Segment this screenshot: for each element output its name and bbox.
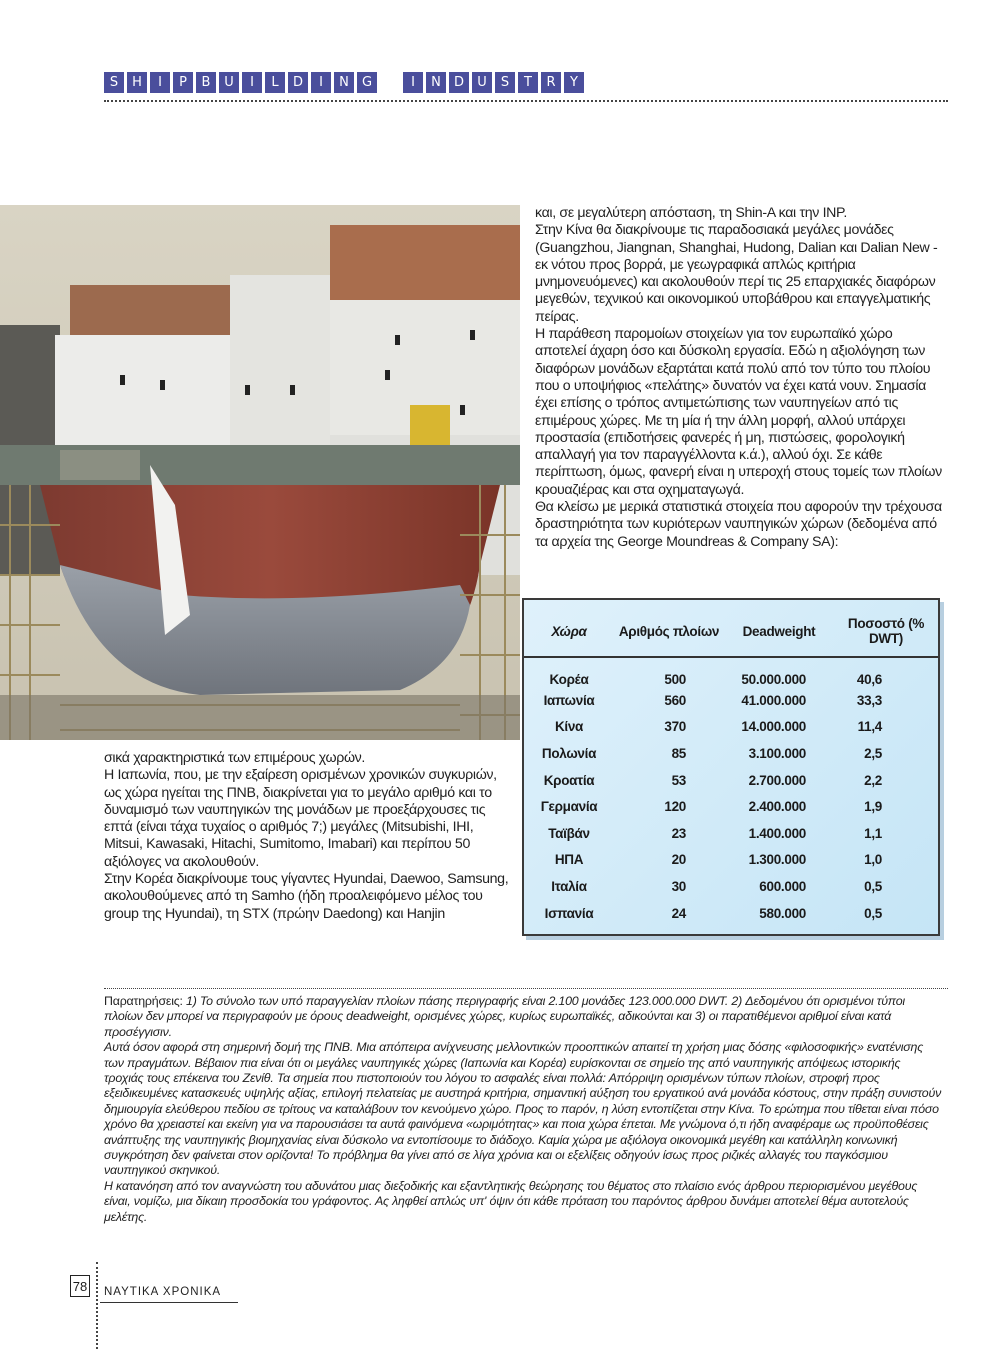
percentage-cell: 2,5 — [864, 745, 882, 761]
header-percentage: Ποσοστό (% DWT) — [834, 600, 938, 657]
banner-letter: U — [472, 72, 492, 93]
banner-letter: I — [150, 72, 170, 93]
paragraph: και, σε μεγαλύτερη απόσταση, τη Shin-A και την INP. — [535, 205, 847, 221]
deadweight-cell: 1.400.000 — [748, 825, 806, 841]
banner-letter: S — [104, 72, 124, 93]
article-column-right — [535, 205, 943, 551]
banner-letter: N — [426, 72, 446, 93]
banner-letter: U — [219, 72, 239, 93]
notes-paragraph: Η κατανόηση από τον αναγνώστη του αδυνάτου μιας διεξοδικής και εξαντλητικής θεώρησης του θέματος στο πλαίσιο ενός άρθρου περιορισμένου μεγέθους είναι, νομίζω, μια δίκαιη προσδοκία του γράφοντος. Ας ληφθεί απλώς υπ' όψιν ότι κάθε πρόταση του παρόντος άρθρου δυνάμει αποτελεί θέμα αυτοτελούς μελέτης. — [104, 1178, 918, 1224]
table-row — [524, 687, 938, 714]
paragraph: Θα κλείσω με μερικά στατιστικά στοιχεία που αφορούν την τρέχουσα δραστηριότητα των κυριότερων ναυπηγικών χώρων (δεδομένα από τα αρχεία της George Moundreas & Company SA): — [535, 499, 942, 550]
header-deadweight: Deadweight — [724, 600, 834, 657]
banner-letter: D — [288, 72, 308, 93]
percentage-cell: 11,4 — [857, 719, 882, 735]
table-row — [524, 714, 938, 741]
ship-count-cell: 30 — [671, 878, 686, 894]
country-cell: Πολωνία — [541, 745, 597, 761]
table-row — [524, 873, 938, 900]
banner-letter: S — [495, 72, 515, 93]
paragraph: Στην Κίνα θα διακρίνουμε τις παραδοσιακά μεγάλες μονάδες (Guangzhou, Jiangnan, Shanghai, Hudong, Dalian και Dalian New - εκ νότου προς βορρά, με γεωγραφικά απλώς κριτήρια μνημονευόμενες) και ακολουθούν περί τις 25 επαρχιακές διαφόρων μεγεθών, τεχνικού και οικονομικού υποβάθρου και επαγγελματικής πείρας. — [535, 222, 938, 325]
percentage-cell: 33,3 — [856, 692, 882, 708]
section-banner — [104, 72, 584, 93]
country-cell: Κορέα — [549, 672, 589, 687]
table-row — [524, 900, 938, 927]
notes-first-text: 1) Το σύνολο των υπό παραγγελίαν πλοίων πάσης περιγραφής είναι 2.100 μονάδες 123.000.000 DWT. 2) Δεδομένου ότι ορισμένοι τύποι πλοίων δεν μπορεί να περιγραφούν με όρους deadweight, ορισμένες χώρες, κυρίως ευρωπαϊκές, αδικούνται και 3) οι παρατιθέμενοι αριθμοί είναι κατά προσέγγισιν. — [104, 994, 905, 1039]
ship-count-cell: 20 — [671, 852, 686, 868]
header-ship-count: Αριθμός πλοίων — [614, 600, 724, 657]
header-country: Χώρα — [524, 600, 614, 657]
deadweight-cell: 14.000.000 — [741, 719, 806, 735]
country-cell: Ιταλία — [551, 878, 587, 894]
magazine-name: ΝΑΥΤΙΚΑ ΧΡΟΝΙΚΑ — [104, 1286, 222, 1298]
country-cell: Ιαπωνία — [543, 692, 595, 708]
ship-count-cell: 53 — [671, 772, 686, 788]
banner-letter: I — [242, 72, 262, 93]
deadweight-cell: 41.000.000 — [741, 692, 806, 708]
banner-letter: D — [449, 72, 469, 93]
percentage-cell: 40,6 — [856, 672, 882, 687]
percentage-cell: 0,5 — [864, 878, 882, 894]
notes-first-paragraph — [104, 994, 942, 1040]
header-divider — [104, 100, 948, 102]
banner-letter: Y — [564, 72, 584, 93]
notes-label: Παρατηρήσεις: — [104, 994, 183, 1008]
notes-divider — [104, 988, 948, 989]
notes-paragraph: Αυτά όσον αφορά στη σημερινή δομή της ΠΝΒ. Μια απόπειρα ανίχνευσης μελλοντικών προοπτικών απαιτεί τη χρήση μιας δόσης «φιλοσοφικής» ενατένισης των πραγμάτων. Βέβαιον πια είναι ότι οι μεγάλες ναυπηγικές χώρες (Ιαπωνία και Κορέα) ευρίσκονται σε σημείο της από ναυπηγικής απόψεως ιστορικής τροχιάς τους επέκεινα του Ζενίθ. Τα σημεία που πιστοποιούν του λόγου το ασφαλές είναι πολλά: Απόρριψη ορισμένων τύπων πλοίων, στροφή προς εξειδικευμένες κατασκευές υψηλής αξίας, επιλογή πελατείας με αυστηρά κριτήρια, σημαντική αύξηση του εργατικού ανά μονάδα κόστους, στην πράξη συνιστούν δημιουργία ελεύθερου πεδίου σε τρίτους να καταλάβουν τον κενούμενο χώρο. Προς το παρόν, η λύση εντοπίζεται στην Κίνα. Το ερώτημα που τίθεται είναι πόσο χρόνο θα χρειαστεί και εκείνη για να παρουσιάσει τα αυτά φαινόμενα «ωριμότητας» και ποια χώρα έπεται. Με γνώμονα ό,τι ήδη αναφέραμε ως προϋποθέσεις ανάπτυξης της ναυπηγικής βιομηχανίας είναι δύσκολο να εντοπίσουμε το διάδοχο. Καμία χώρα με αξιόλογα οικονομικά μεγέθη και κατάλληλη κοινωνική συγκρότηση δεν φαίνεται στον ορίζοντα! Το πρόβλημα θα γίνει από σε λίγα χρόνια και οι εξελίξεις οδηγούν ίσως προς ριζικές αλλαγές του παγκόσμιου ναυπηγικού σκηνικού. — [104, 1040, 942, 1178]
page-number: 78 — [70, 1275, 90, 1297]
banner-spacer — [380, 72, 400, 93]
deadweight-cell: 580.000 — [759, 905, 806, 921]
banner-letter: R — [541, 72, 561, 93]
ship-construction-photo — [0, 205, 520, 740]
deadweight-cell: 3.100.000 — [748, 745, 806, 761]
ship-count-cell: 500 — [664, 672, 686, 687]
table-row — [524, 820, 938, 847]
banner-letter: N — [334, 72, 354, 93]
table-row — [524, 767, 938, 794]
notes-section — [104, 994, 942, 1225]
banner-letter: B — [196, 72, 216, 93]
banner-letter: L — [265, 72, 285, 93]
country-cell: Κίνα — [554, 719, 584, 735]
paragraph: σικά χαρακτηριστικά των επιμέρους χωρών. — [104, 750, 366, 766]
country-cell: ΗΠΑ — [554, 852, 584, 868]
country-cell: Γερμανία — [540, 799, 598, 815]
percentage-cell: 1,1 — [864, 825, 882, 841]
country-cell: Ταϊβάν — [548, 825, 590, 841]
shipbuilding-statistics-table — [522, 598, 940, 936]
percentage-cell: 0,5 — [864, 905, 882, 921]
magazine-underline — [100, 1302, 238, 1303]
table-row — [524, 740, 938, 767]
banner-letter: I — [311, 72, 331, 93]
ship-count-cell: 23 — [671, 825, 686, 841]
banner-letter: P — [173, 72, 193, 93]
ship-count-cell: 85 — [671, 745, 686, 761]
article-column-left — [104, 750, 509, 923]
table-row — [524, 657, 938, 687]
ship-count-cell: 120 — [664, 799, 686, 815]
banner-letter: T — [518, 72, 538, 93]
percentage-cell: 2,2 — [864, 772, 882, 788]
table-row — [524, 793, 938, 820]
ship-count-cell: 24 — [671, 905, 686, 921]
deadweight-cell: 600.000 — [759, 878, 806, 894]
paragraph: Η Ιαπωνία, που, με την εξαίρεση ορισμένων χρονικών συγκυριών, ως χώρα ηγείται της ΠΝΒ, διακρίνεται για το μεγάλο αριθμό και το δυναμισμό των ναυπηγικών της μονάδων με προεξάρχουσες τις επτά (είναι τάχα τυχαίος ο αριθμός 7;) μεγάλες (Mitsubishi, IHI, Mitsui, Kawasaki, Hitachi, Sumitomo, Imabari) και περίπου 50 αξιόλογες να ακολουθούν. — [104, 767, 497, 870]
paragraph: Η παράθεση παρομοίων στοιχείων για τον ευρωπαϊκό χώρο αποτελεί άχαρη όσο και δύσκολη εργασία. Εδώ η αξιολόγηση των διαφόρων μονάδων εξαρτάται κατά πολύ από τον τύπο του πλοίου που ο υποψήφιος «πελάτης» δυνατόν να έχει κατά νουν. Σημασία έχει επίσης ο τρόπος αντιμετώπισης των ναυπηγείων από τις επιμέρους χώρες. Με τη μία ή την άλλη μορφή, αλλού υπάρχει προστασία (επιδοτήσεις φανερές ή μη, πιστώσεις, φορολογική απαλλαγή για τον παραγγέλλοντα κ.ά.), αλλού όχι. Σε κάθε περίπτωση, όμως, φανερή είναι η υπεροχή στους τομείς των πλοίων κρουαζιέρας και στα οχηματαγωγά. — [535, 326, 942, 498]
banner-letter: G — [357, 72, 377, 93]
percentage-cell: 1,9 — [864, 799, 882, 815]
deadweight-cell: 1.300.000 — [748, 852, 806, 868]
ship-count-cell: 370 — [664, 719, 686, 735]
table-row — [524, 847, 938, 874]
ship-count-cell: 560 — [664, 692, 686, 708]
deadweight-cell: 50.000.000 — [741, 672, 806, 687]
deadweight-cell: 2.400.000 — [748, 799, 806, 815]
footer-divider — [96, 1262, 98, 1349]
paragraph: Στην Κορέα διακρίνουμε τους γίγαντες Hyundai, Daewoo, Samsung, ακολουθούμενες από τη Samho (ήδη προαλειφόμενο μέλος του group της Hyundai), τη STX (πρώην Daedong) και Hanjin — [104, 871, 509, 922]
percentage-cell: 1,0 — [864, 852, 882, 868]
banner-letter: I — [403, 72, 423, 93]
banner-letter: H — [127, 72, 147, 93]
country-cell: Ισπανία — [544, 905, 594, 921]
country-cell: Κροατία — [543, 772, 595, 788]
table-header-row — [524, 600, 938, 657]
deadweight-cell: 2.700.000 — [748, 772, 806, 788]
